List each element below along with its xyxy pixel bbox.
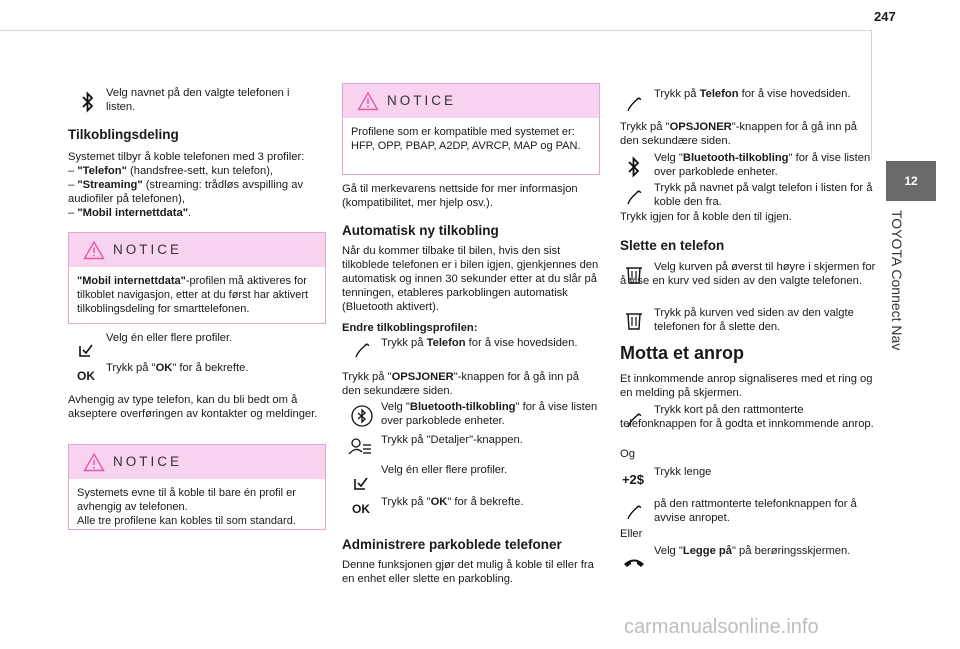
- notice-box: [68, 444, 326, 530]
- notice-header: [343, 84, 599, 118]
- step-text: Trykk på kurven ved siden av den valgte telefonen for å slette den.: [654, 307, 854, 333]
- step-text: Trykk på "OPSJONER"-knappen for å gå inn på den sekundære siden.: [620, 121, 857, 147]
- notice-title: NOTICE: [387, 93, 457, 108]
- step-text: Trykk på navnet på valgt telefon i listen for å koble den fra.: [654, 182, 873, 208]
- notice-body: "Mobil internettdata"-profilen må aktiveres for tilkoblet navigasjon, etter at du først har aktivert tilkoblingsdeling for smarttelefonen.: [77, 275, 309, 315]
- step-text: Trykk lenge: [654, 466, 712, 478]
- call-plus-icon: +2$: [621, 472, 645, 487]
- paragraph: Avhengig av type telefon, kan du bli bedt om å akseptere overføringen av kontakter og meldinger.: [68, 394, 318, 420]
- ok-icon: OK: [77, 369, 95, 383]
- ok-icon: OK: [352, 502, 370, 516]
- warning-icon: [83, 452, 105, 472]
- paragraph: Systemet tilbyr å koble telefonen med 3 profiler:: [68, 151, 305, 163]
- checkbox-icon: [349, 471, 373, 495]
- step-text: Velg kurven på øverst til høyre i skjermen for å vise en kurv ved siden av den valgte telefonen.: [620, 261, 876, 287]
- trash-icon: [622, 309, 646, 333]
- heading-administrere: Administrere parkoblede telefoner: [342, 537, 562, 552]
- step-text: Trykk på Telefon for å vise hovedsiden.: [654, 88, 851, 100]
- warning-icon: [357, 91, 379, 111]
- bluetooth-circle-icon: [350, 404, 374, 428]
- finger-touch-icon: [622, 185, 646, 209]
- text-eller: Eller: [620, 528, 643, 540]
- details-icon: [348, 435, 372, 459]
- step-select-profiles: Velg én eller flere profiler.: [106, 332, 233, 344]
- heading-automatisk: Automatisk ny tilkobling: [342, 223, 499, 238]
- heading-motta: Motta et anrop: [620, 343, 744, 363]
- list-item: – "Streaming" (streaming: trådløs avspilling av audiofiler på telefonen),: [68, 179, 304, 205]
- step-text: Trykk på "OPSJONER"-knappen for å gå inn på den sekundære siden.: [342, 371, 579, 397]
- step-confirm: Trykk på "OK" for å bekrefte.: [106, 362, 249, 374]
- step-text: Velg "Bluetooth-tilkobling" for å vise listen over parkoblede enheter.: [654, 152, 871, 178]
- subheading: Endre tilkoblingsprofilen:: [342, 322, 478, 334]
- step-text: Velg "Bluetooth-tilkobling" for å vise listen over parkoblede enheter.: [381, 401, 598, 427]
- notice-body: Profilene som er kompatible med systemet er: HFP, OPP, PBAP, A2DP, AVRCP, MAP og PAN.: [351, 126, 581, 152]
- notice-body: Systemets evne til å koble til bare én profil er avhengig av telefonen. Alle tre profilene kan kobles til som standard.: [77, 487, 296, 527]
- step-text: på den rattmonterte telefonknappen for å avvise anropet.: [654, 498, 857, 524]
- paragraph: Et innkommende anrop signaliseres med et ring og en melding på skjermen.: [620, 373, 873, 399]
- finger-touch-icon: [622, 92, 646, 116]
- list-item: – "Telefon" (handsfree-sett, kun telefon),: [68, 165, 274, 177]
- paragraph: Gå til merkevarens nettside for mer informasjon (kompatibilitet, mer hjelp osv.).: [342, 183, 578, 209]
- step-text: Trykk kort på den rattmonterte telefonknappen for å godta et innkommende anrop.: [620, 404, 874, 430]
- watermark: carmanualsonline.info: [624, 616, 819, 638]
- step-text: Trykk på "OK" for å bekrefte.: [381, 496, 524, 508]
- notice-header: [69, 445, 325, 479]
- top-rule: [0, 30, 871, 31]
- finger-touch-icon: [350, 338, 374, 362]
- bluetooth-icon: [622, 155, 646, 179]
- notice-title: NOTICE: [113, 242, 183, 257]
- heading-slette: Slette en telefon: [620, 238, 725, 253]
- notice-box: [68, 232, 326, 324]
- bluetooth-icon: [76, 90, 100, 114]
- chapter-tab[interactable]: 12: [886, 161, 936, 201]
- profile-list: [68, 164, 330, 220]
- paragraph: Når du kommer tilbake til bilen, hvis den sist tilkoblede telefonen er i bilen igjen, gjenkjennes den automatisk og innen 30 sekunder etter at du slår på tenningen, etableres parkoblingen automatisk (Bluetooth aktivert).: [342, 245, 599, 313]
- step-text: Trykk på Telefon for å vise hovedsiden.: [381, 337, 578, 349]
- step-text: Velg "Legge på" på berøringsskjermen.: [654, 545, 851, 557]
- step-text: Trykk på "Detaljer"-knappen.: [381, 434, 523, 446]
- page-number: 247: [874, 9, 896, 24]
- warning-icon: [83, 240, 105, 260]
- notice-header: [69, 233, 325, 267]
- list-item: – "Mobil internettdata".: [68, 207, 192, 219]
- step-text: Velg én eller flere profiler.: [381, 464, 508, 476]
- paragraph: Denne funksjonen gjør det mulig å koble til eller fra en enhet eller slette en parkobling.: [342, 559, 594, 585]
- hang-up-icon: [622, 550, 646, 574]
- notice-box: [342, 83, 600, 175]
- finger-touch-icon: [622, 500, 646, 524]
- side-title: TOYOTA Connect Nav: [889, 210, 905, 351]
- heading-tilkoblingsdeling: Tilkoblingsdeling: [68, 127, 179, 142]
- step-text: Trykk igjen for å koble den til igjen.: [620, 211, 792, 223]
- notice-title: NOTICE: [113, 454, 183, 469]
- bt-step-text: Velg navnet på den valgte telefonen i listen.: [106, 87, 290, 113]
- text-og: Og: [620, 448, 635, 460]
- checkbox-icon: [74, 338, 98, 362]
